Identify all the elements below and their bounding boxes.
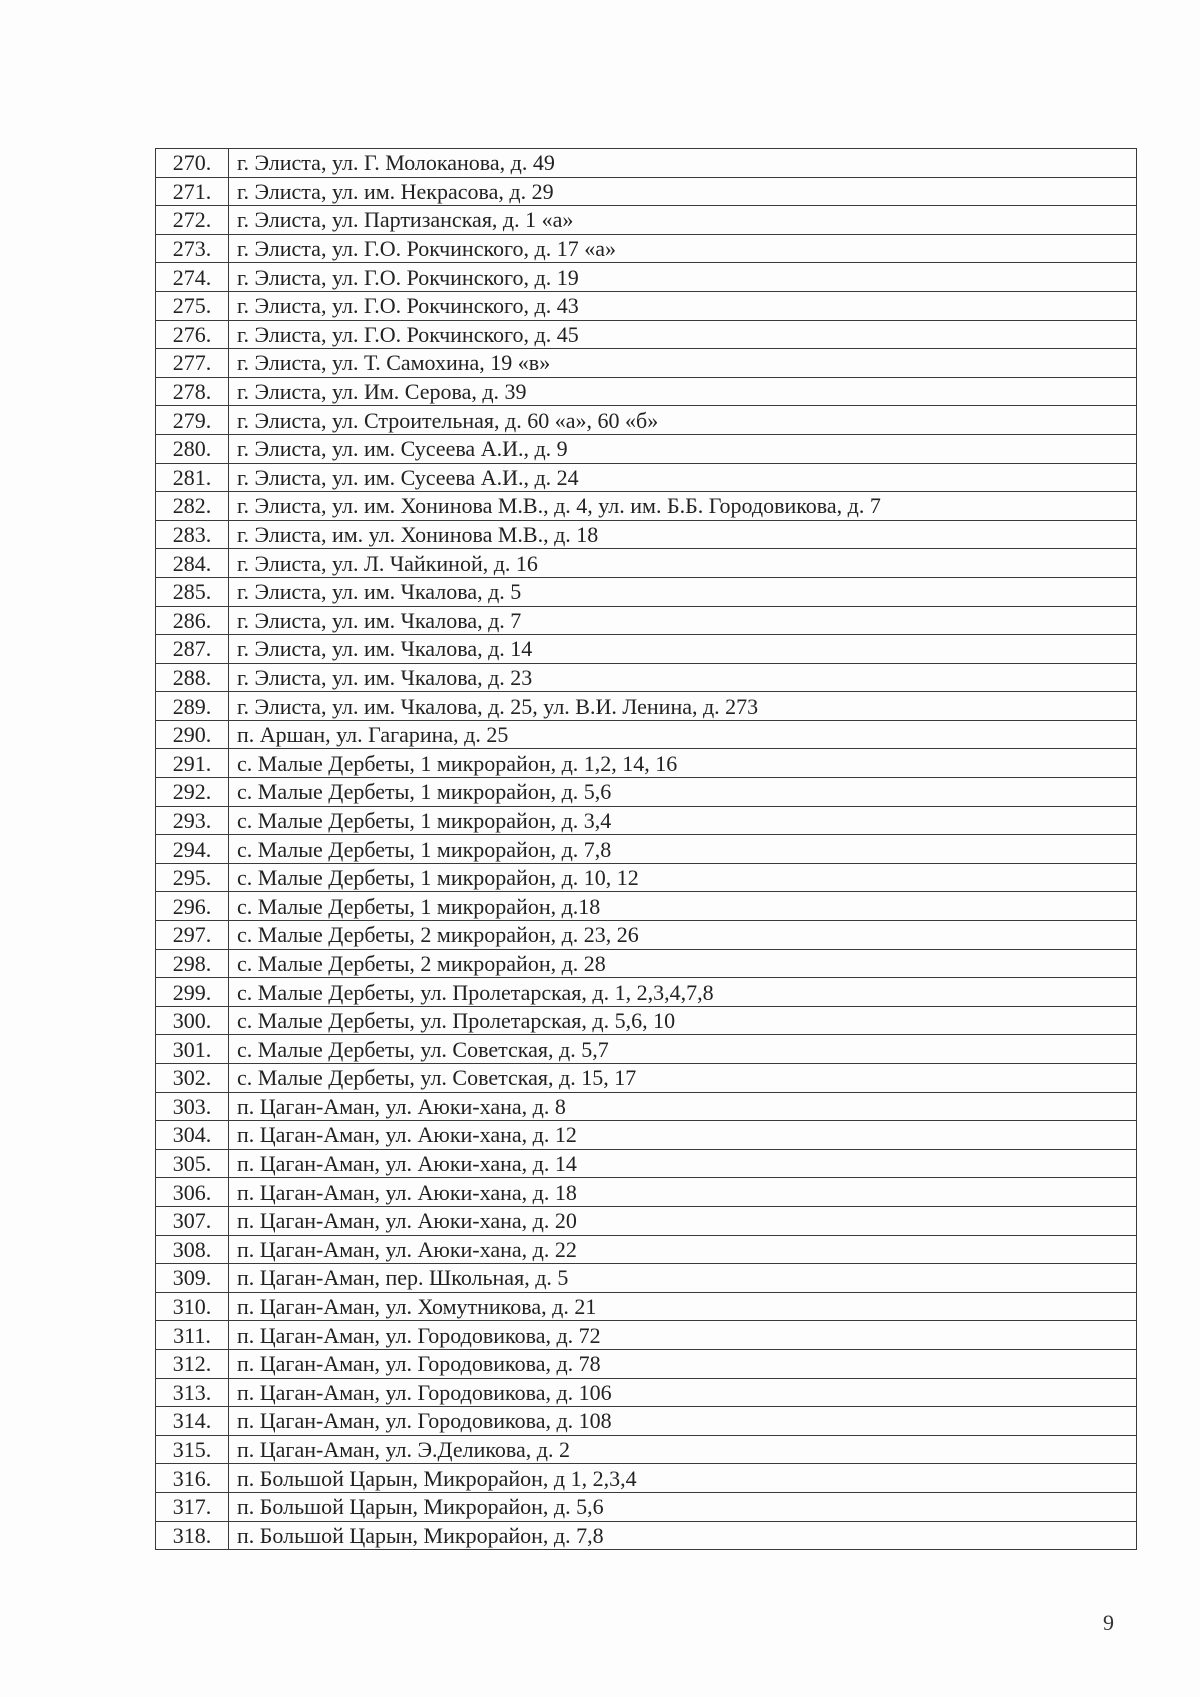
row-number: 280. (156, 434, 229, 463)
table-row (156, 1492, 1137, 1521)
table-row (156, 320, 1137, 349)
table-row (156, 749, 1137, 778)
row-number: 277. (156, 349, 229, 378)
row-address: г. Элиста, ул. им. Сусеева А.И., д. 9 (229, 434, 1137, 463)
row-number: 293. (156, 806, 229, 835)
row-address: г. Элиста, ул. Т. Самохина, 19 «в» (229, 349, 1137, 378)
row-address: п. Аршан, ул. Гагарина, д. 25 (229, 720, 1137, 749)
table-row (156, 263, 1137, 292)
table-row (156, 463, 1137, 492)
table-row (156, 663, 1137, 692)
row-number: 291. (156, 749, 229, 778)
table-row (156, 1206, 1137, 1235)
row-number: 290. (156, 720, 229, 749)
table-row (156, 892, 1137, 921)
table-row (156, 1407, 1137, 1436)
row-address: г. Элиста, ул. Г.О. Рокчинского, д. 17 «а» (229, 234, 1137, 263)
row-address: п. Большой Царын, Микрорайон, д. 7,8 (229, 1521, 1137, 1550)
row-address: п. Цаган-Аман, ул. Хомутникова, д. 21 (229, 1292, 1137, 1321)
row-address: п. Цаган-Аман, пер. Школьная, д. 5 (229, 1264, 1137, 1293)
row-number: 299. (156, 978, 229, 1007)
row-address: с. Малые Дербеты, 2 микрорайон, д. 23, 26 (229, 921, 1137, 950)
table-row (156, 1092, 1137, 1121)
row-number: 314. (156, 1407, 229, 1436)
row-address: г. Элиста, ул. им. Чкалова, д. 25, ул. В.И. Ленина, д. 273 (229, 692, 1137, 721)
row-address: г. Элиста, ул. им. Некрасова, д. 29 (229, 177, 1137, 206)
row-address: г. Элиста, ул. им. Чкалова, д. 23 (229, 663, 1137, 692)
row-address: с. Малые Дербеты, 1 микрорайон, д. 1,2, 14, 16 (229, 749, 1137, 778)
row-number: 313. (156, 1378, 229, 1407)
table-row (156, 1264, 1137, 1293)
row-number: 284. (156, 549, 229, 578)
table-row (156, 978, 1137, 1007)
row-number: 311. (156, 1321, 229, 1350)
row-number: 282. (156, 492, 229, 521)
table-row (156, 921, 1137, 950)
row-number: 271. (156, 177, 229, 206)
table-row (156, 1521, 1137, 1550)
row-number: 286. (156, 606, 229, 635)
table-row (156, 149, 1137, 178)
row-address: г. Элиста, ул. Г.О. Рокчинского, д. 43 (229, 291, 1137, 320)
row-number: 274. (156, 263, 229, 292)
row-number: 298. (156, 949, 229, 978)
table-row (156, 434, 1137, 463)
row-address: п. Цаган-Аман, ул. Городовикова, д. 72 (229, 1321, 1137, 1350)
table-row (156, 863, 1137, 892)
row-number: 312. (156, 1349, 229, 1378)
row-number: 309. (156, 1264, 229, 1293)
row-address: с. Малые Дербеты, ул. Советская, д. 5,7 (229, 1035, 1137, 1064)
row-address: п. Цаган-Аман, ул. Аюки-хана, д. 22 (229, 1235, 1137, 1264)
row-number: 275. (156, 291, 229, 320)
row-address: г. Элиста, ул. им. Чкалова, д. 14 (229, 635, 1137, 664)
row-address: г. Элиста, ул. им. Чкалова, д. 7 (229, 606, 1137, 635)
row-number: 315. (156, 1435, 229, 1464)
row-address: г. Элиста, ул. Партизанская, д. 1 «а» (229, 206, 1137, 235)
row-address: г. Элиста, ул. им. Хонинова М.В., д. 4, ул. им. Б.Б. Городовикова, д. 7 (229, 492, 1137, 521)
row-address: п. Большой Царын, Микрорайон, д 1, 2,3,4 (229, 1464, 1137, 1493)
row-address: п. Цаган-Аман, ул. Аюки-хана, д. 18 (229, 1178, 1137, 1207)
row-address: с. Малые Дербеты, 1 микрорайон, д. 7,8 (229, 835, 1137, 864)
row-address: г. Элиста, ул. Г.О. Рокчинского, д. 45 (229, 320, 1137, 349)
row-address: с. Малые Дербеты, 1 микрорайон, д.18 (229, 892, 1137, 921)
table-row (156, 349, 1137, 378)
row-address: п. Цаган-Аман, ул. Городовикова, д. 106 (229, 1378, 1137, 1407)
table-row (156, 1349, 1137, 1378)
row-number: 273. (156, 234, 229, 263)
row-address: п. Цаган-Аман, ул. Аюки-хана, д. 8 (229, 1092, 1137, 1121)
row-address: г. Элиста, ул. Л. Чайкиной, д. 16 (229, 549, 1137, 578)
table-row (156, 377, 1137, 406)
row-number: 288. (156, 663, 229, 692)
table-row (156, 406, 1137, 435)
row-number: 287. (156, 635, 229, 664)
row-number: 304. (156, 1121, 229, 1150)
table-row (156, 692, 1137, 721)
row-address: г. Элиста, ул. Им. Серова, д. 39 (229, 377, 1137, 406)
page-number: 9 (1103, 1610, 1114, 1635)
row-number: 306. (156, 1178, 229, 1207)
table-row (156, 177, 1137, 206)
row-number: 296. (156, 892, 229, 921)
table-row (156, 1064, 1137, 1093)
table-row (156, 1378, 1137, 1407)
row-address: г. Элиста, им. ул. Хонинова М.В., д. 18 (229, 520, 1137, 549)
row-number: 308. (156, 1235, 229, 1264)
table-row (156, 1149, 1137, 1178)
row-number: 303. (156, 1092, 229, 1121)
row-number: 297. (156, 921, 229, 950)
row-address: г. Элиста, ул. Г.О. Рокчинского, д. 19 (229, 263, 1137, 292)
row-number: 302. (156, 1064, 229, 1093)
row-address: с. Малые Дербеты, 1 микрорайон, д. 5,6 (229, 778, 1137, 807)
table-row (156, 549, 1137, 578)
table-row (156, 234, 1137, 263)
table-row (156, 635, 1137, 664)
row-number: 301. (156, 1035, 229, 1064)
row-address: с. Малые Дербеты, 1 микрорайон, д. 3,4 (229, 806, 1137, 835)
row-address: п. Большой Царын, Микрорайон, д. 5,6 (229, 1492, 1137, 1521)
row-address: с. Малые Дербеты, 1 микрорайон, д. 10, 12 (229, 863, 1137, 892)
row-address: п. Цаган-Аман, ул. Городовикова, д. 108 (229, 1407, 1137, 1436)
row-address: с. Малые Дербеты, 2 микрорайон, д. 28 (229, 949, 1137, 978)
table-row (156, 1006, 1137, 1035)
row-number: 270. (156, 149, 229, 178)
table-row (156, 1435, 1137, 1464)
row-number: 279. (156, 406, 229, 435)
row-address: с. Малые Дербеты, ул. Пролетарская, д. 5,6, 10 (229, 1006, 1137, 1035)
table-row (156, 806, 1137, 835)
table-row (156, 778, 1137, 807)
table-row (156, 949, 1137, 978)
row-number: 281. (156, 463, 229, 492)
table-row (156, 291, 1137, 320)
row-number: 295. (156, 863, 229, 892)
row-address: п. Цаган-Аман, ул. Городовикова, д. 78 (229, 1349, 1137, 1378)
row-address: с. Малые Дербеты, ул. Пролетарская, д. 1, 2,3,4,7,8 (229, 978, 1137, 1007)
row-number: 289. (156, 692, 229, 721)
row-address: с. Малые Дербеты, ул. Советская, д. 15, 17 (229, 1064, 1137, 1093)
row-number: 300. (156, 1006, 229, 1035)
table-row (156, 1321, 1137, 1350)
row-number: 316. (156, 1464, 229, 1493)
row-number: 318. (156, 1521, 229, 1550)
row-number: 310. (156, 1292, 229, 1321)
row-address: г. Элиста, ул. Г. Молоканова, д. 49 (229, 149, 1137, 178)
row-address: г. Элиста, ул. Строительная, д. 60 «а», 60 «б» (229, 406, 1137, 435)
row-number: 292. (156, 778, 229, 807)
table-row (156, 577, 1137, 606)
row-address: п. Цаган-Аман, ул. Аюки-хана, д. 14 (229, 1149, 1137, 1178)
table-row (156, 1035, 1137, 1064)
table-row (156, 206, 1137, 235)
table-row (156, 835, 1137, 864)
table-row (156, 520, 1137, 549)
table-row (156, 1235, 1137, 1264)
address-table-body (156, 149, 1137, 1550)
row-address: п. Цаган-Аман, ул. Э.Деликова, д. 2 (229, 1435, 1137, 1464)
row-number: 278. (156, 377, 229, 406)
row-address: п. Цаган-Аман, ул. Аюки-хана, д. 12 (229, 1121, 1137, 1150)
table-row (156, 1292, 1137, 1321)
row-number: 272. (156, 206, 229, 235)
row-number: 283. (156, 520, 229, 549)
address-table (155, 148, 1137, 1550)
row-number: 307. (156, 1206, 229, 1235)
row-number: 285. (156, 577, 229, 606)
table-row (156, 1121, 1137, 1150)
table-row (156, 1178, 1137, 1207)
row-number: 294. (156, 835, 229, 864)
row-address: г. Элиста, ул. им. Чкалова, д. 5 (229, 577, 1137, 606)
row-address: г. Элиста, ул. им. Сусеева А.И., д. 24 (229, 463, 1137, 492)
table-row (156, 1464, 1137, 1493)
table-row (156, 606, 1137, 635)
table-row (156, 492, 1137, 521)
row-number: 276. (156, 320, 229, 349)
row-number: 305. (156, 1149, 229, 1178)
table-row (156, 720, 1137, 749)
row-address: п. Цаган-Аман, ул. Аюки-хана, д. 20 (229, 1206, 1137, 1235)
row-number: 317. (156, 1492, 229, 1521)
